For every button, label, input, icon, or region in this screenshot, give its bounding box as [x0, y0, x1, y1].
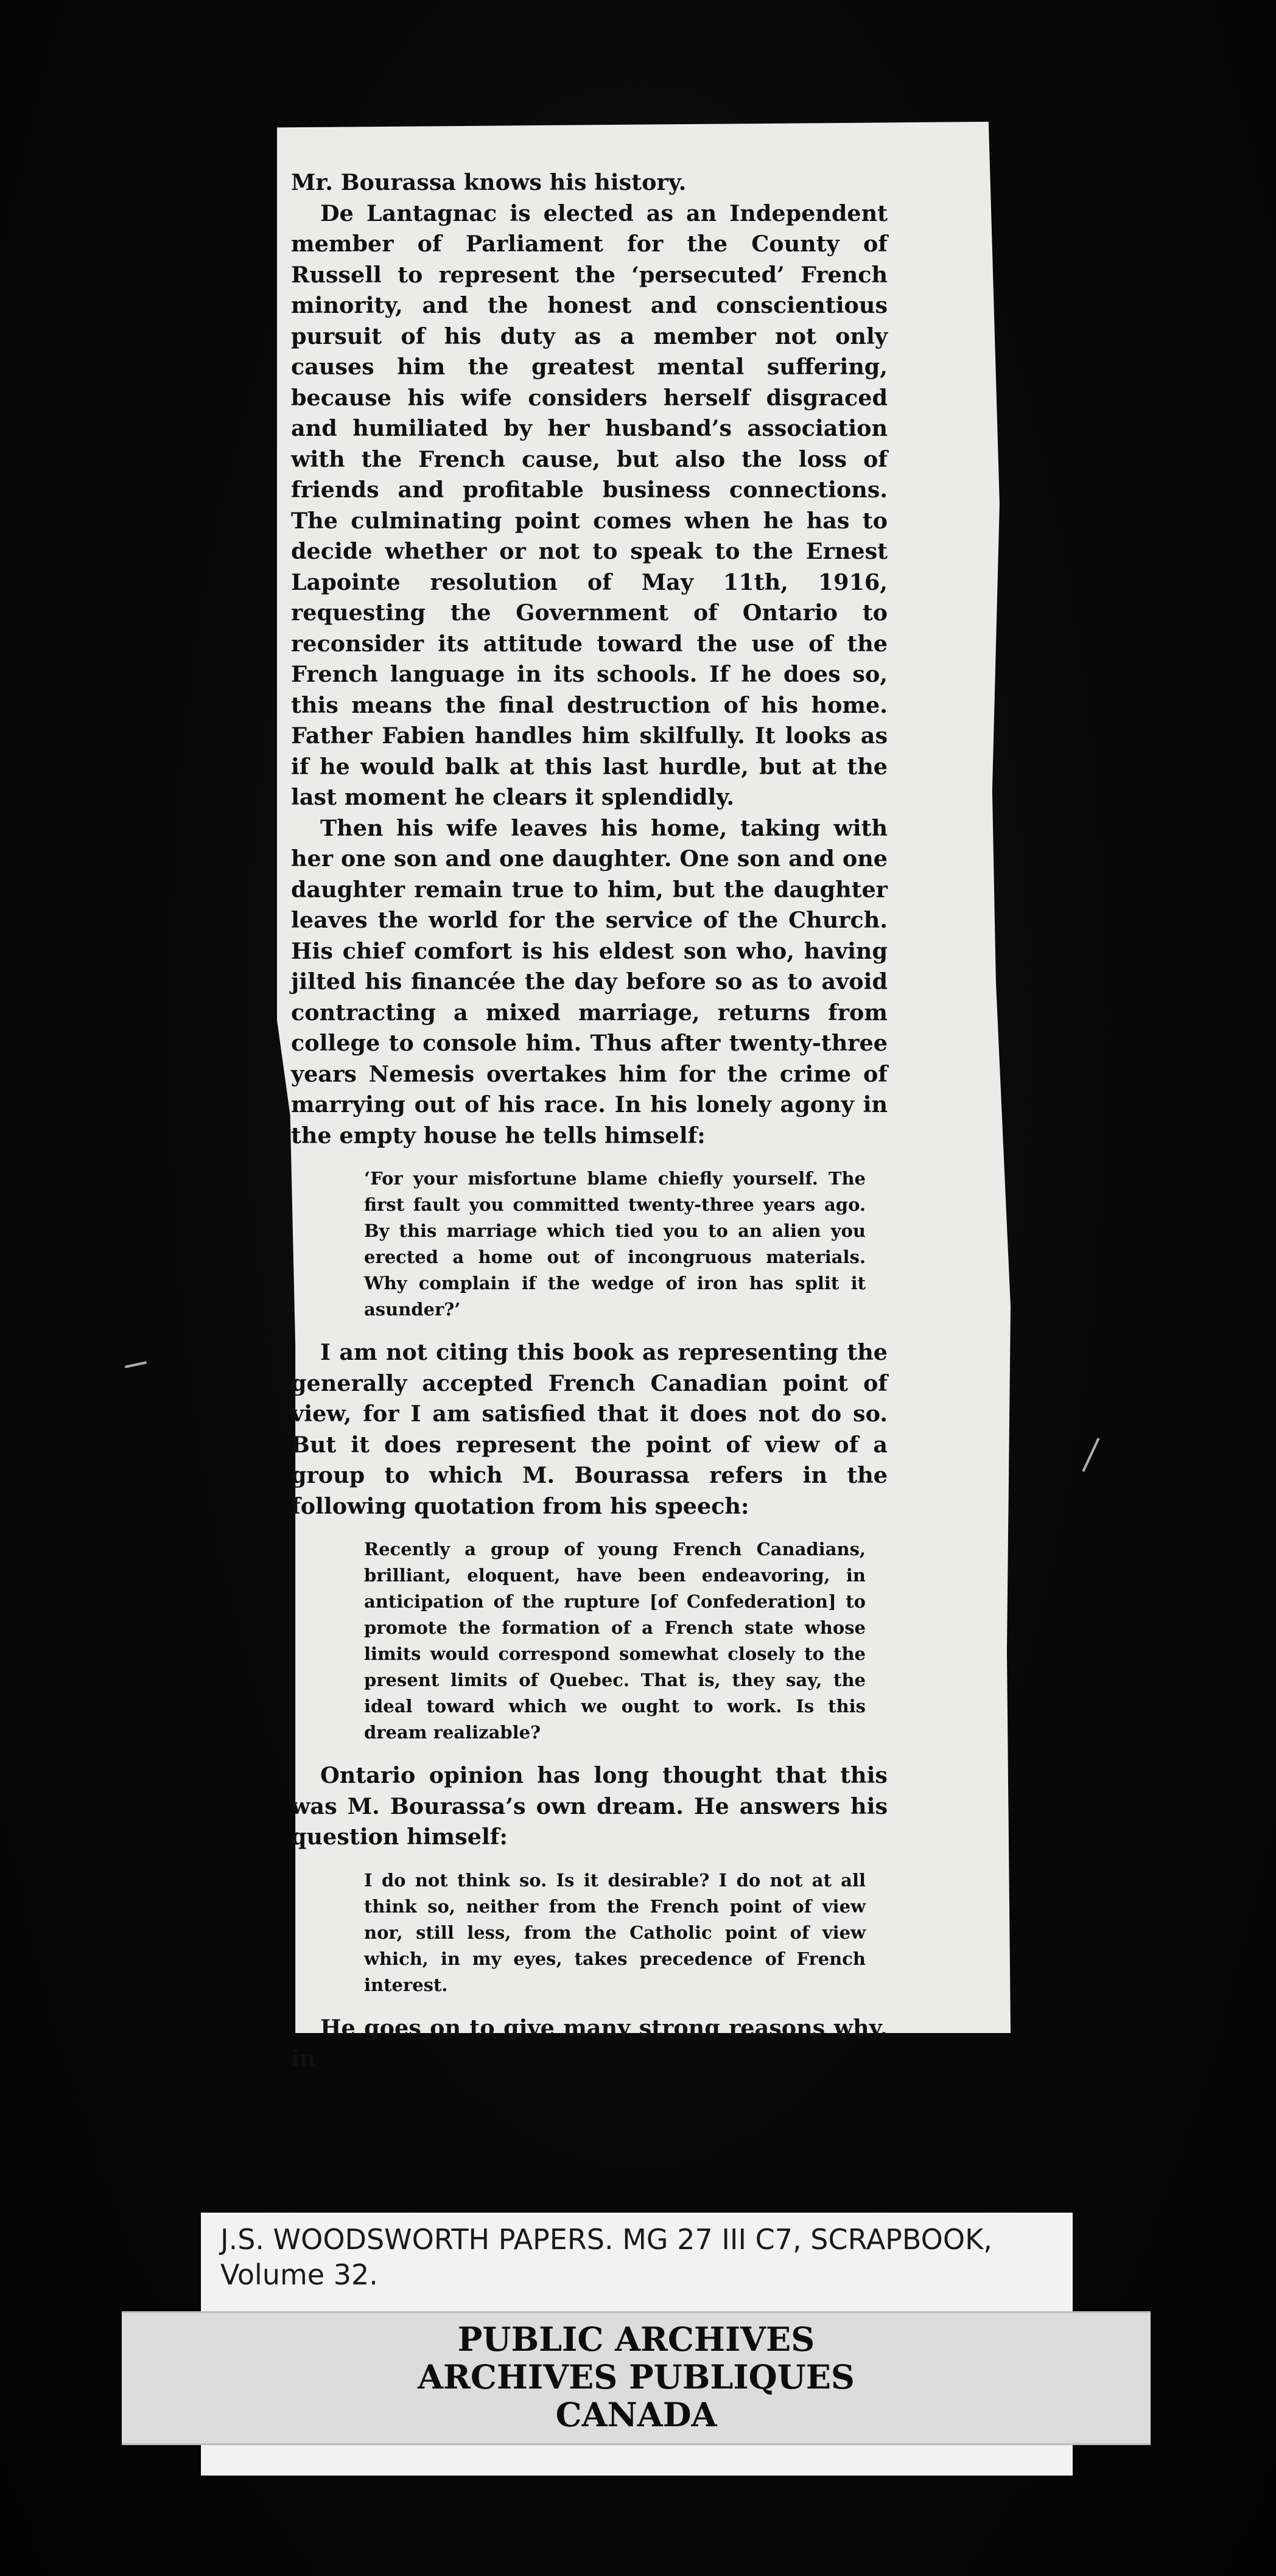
paragraph-2: De Lantagnac is elected as an Independent member of Parliament for the County of Russell to represent the ‘persecuted’ French minority, and the honest and conscientious pursuit of his duty as a member not only causes him the greatest mental suffering, because his wife considers herself disgraced and humiliated by her husband’s association with the French cause, but also the loss of friends and profitable business connections. The culminating point comes when he has to decide whether or not to speak to the Ernest Lapointe resolution of May 11th, 1916, requesting the Government of Ontario to reconsider its attitude toward the use of the French language in its schools. If he does so, this means the final destruction of his home. Father Fabien handles him skilfully. It looks as if he would balk at this last hurdle, but at the last moment he clears it splendidly.: [291, 200, 888, 810]
article-text: [291, 167, 888, 2074]
paragraph-4: I am not citing this book as representing the generally accepted French Canadian point of view, for I am satisfied that it does not do so. But it does represent the point of view of a group to which M. Bourassa refers in the following quotation from his speech:: [291, 1339, 888, 1519]
paragraph-1: Mr. Bourassa knows his history.: [291, 169, 687, 195]
quote-block-3: I do not think so. Is it desirable? I do not at all think so, neither from the French point of view nor, still less, from the Catholic point of view which, in my eyes, takes precedence of French interest.: [364, 1869, 866, 1995]
label-line-2: Volume 32.: [220, 2258, 378, 2291]
paragraph-5: Ontario opinion has long thought that this was M. Bourassa’s own dream. He answers his question himself:: [291, 1762, 888, 1850]
stamp-line-3: CANADA: [555, 2395, 717, 2434]
stamp-line-1: PUBLIC ARCHIVES: [457, 2320, 815, 2359]
quote-block-2: Recently a group of young French Canadians, brilliant, eloquent, have been endeavoring, in anticipation of the rupture [of Confederation] to promote the formation of a French state whose limits would correspond somewhat closely to the present limits of Quebec. That is, they say, the ideal toward which we ought to work. Is this dream realizable?: [364, 1539, 866, 1743]
paragraph-6: He goes on to give many strong reasons why, in: [291, 2014, 888, 2071]
paragraph-3: Then his wife leaves his home, taking with her one son and one daughter. One son and one daughter remain true to him, but the daughter leaves the world for the service of the Church. His chief comfort is his eldest son who, having jilted his financée the day before so as to avoid contracting a mixed marriage, returns from college to console him. Thus after twenty-three years Nemesis overtakes him for the crime of marrying out of his race. In his lonely agony in the empty house he tells himself:: [291, 814, 888, 1149]
quote-block-1: ‘For your misfortune blame chiefly yourself. The first fault you committed twenty-three years ago. By this marriage which tied you to an alien you erected a home out of incongruous materials. Why complain if the wedge of iron has split it asunder?’: [364, 1168, 866, 1320]
stamp-line-2: ARCHIVES PUBLIQUES: [418, 2357, 855, 2396]
label-line-1: J.S. WOODSWORTH PAPERS. MG 27 III C7, SCRAPBOOK,: [220, 2223, 992, 2256]
archive-label-text: [220, 2222, 1060, 2292]
archives-stamp: [122, 2320, 1151, 2434]
